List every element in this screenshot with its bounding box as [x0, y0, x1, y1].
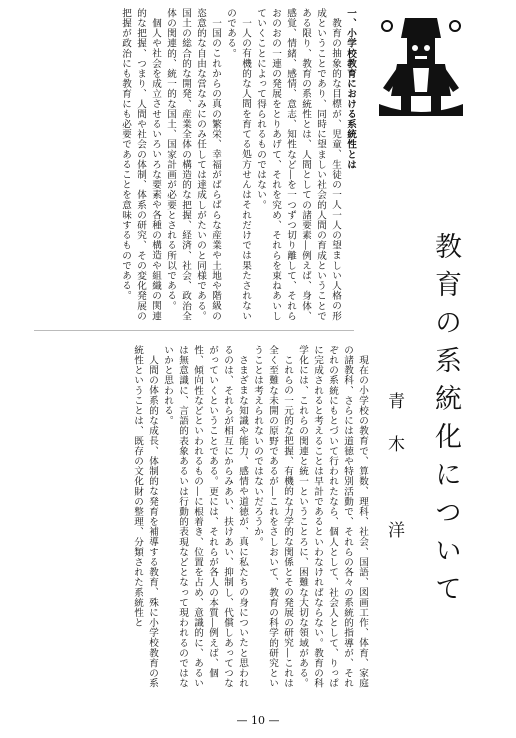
lower-paragraph: これらの一元的な把握、有機的な力学的な関係とその発展の研究―これは全く至難な未開の原野であるが―これをさしおいて、教育の科学的研究ということは考えられないのではないだろうか。 — [252, 345, 293, 689]
article-title: 教育の系統化について — [430, 232, 461, 612]
author-name: 青木 洋 — [384, 392, 404, 564]
lower-paragraph: さまざまな知識や能力、感情や道徳が、真に私たちの身についたと思われるのは、それらが相互にからみあい、扶けあい、抑制し、代償しあってつながっていくということである。更には、それらが各人の本質―例えば、個性、傾向性などといわれるもの―に根着き、位置を占め、意識的に、あるいは無意識に、言語的表象あるいは行動的表現などとなって現われるのではないかと思われる。 — [162, 345, 248, 689]
lower-paragraph: 現在の小学校の教育で、算数、理科、社会、国語、図画工作、体育、家庭の諸教科、さらには道徳や特別活動で、それらの各々の系統的指導が、それぞれの系統にもとづいて行われたなら、個人として、社会人として、りっぱに完成されると考えることは早計であるといわなければならない。教育の科学化には、これらの関連と統一ということろに、困難な大切な領域がある。 — [297, 345, 368, 689]
upper-paragraph: 一国のこれからの真の繁栄、幸福がばらばらな産業や土地や階級の恣意的な自由な営なみにのみ任しては達成しがたいのと同様である。国土の総合的な開発、産業全体の構造的な把握、経済、社会、政治全体の関連的、統一的な国土、国家計画が必要とされる所以である。 — [165, 8, 221, 322]
lower-paragraph: 人間の体系的な成長、体制的な発育を補導する教育、殊に小学校教育の系統性ということは、既存の文化財の整理、分類された系統性と — [132, 345, 158, 688]
section-divider — [34, 330, 354, 331]
section-heading: 一、小学校教育における系統性とは — [345, 8, 356, 170]
upper-paragraph: 個人や社会を成立させるいろいろな要素や各種の構造や組織の関連的な把握、つまり、人間や社会の体制、体系の研究、その変化発展の把握が政治にも教育にも必要であることを意味するものである。 — [120, 8, 161, 322]
upper-paragraph: 教育の抽象的な目標が、児童、生徒の一人一人の望ましい人格の形成ということであり、同時に望ましい社会的人間の育成ということである限り、教育の系統性とは、人間としての諸要素―例えば、身体、感覚、情緒、感情、意志、知性など―を一つずつ切り離して、それらおのおの一連の発展をとりあげて、それを究め、それらを束ねあいしていくことによって得られるものではない。 — [255, 8, 341, 322]
upper-body-text — [28, 8, 358, 328]
upper-paragraph: 一人の有機的な人間を育てる処方せんはそれだけでは果たされないのである。 — [225, 8, 251, 321]
folk-figure-illustration — [375, 8, 467, 120]
page-number: — 10 — — [236, 714, 280, 727]
lower-body-text — [60, 345, 370, 695]
